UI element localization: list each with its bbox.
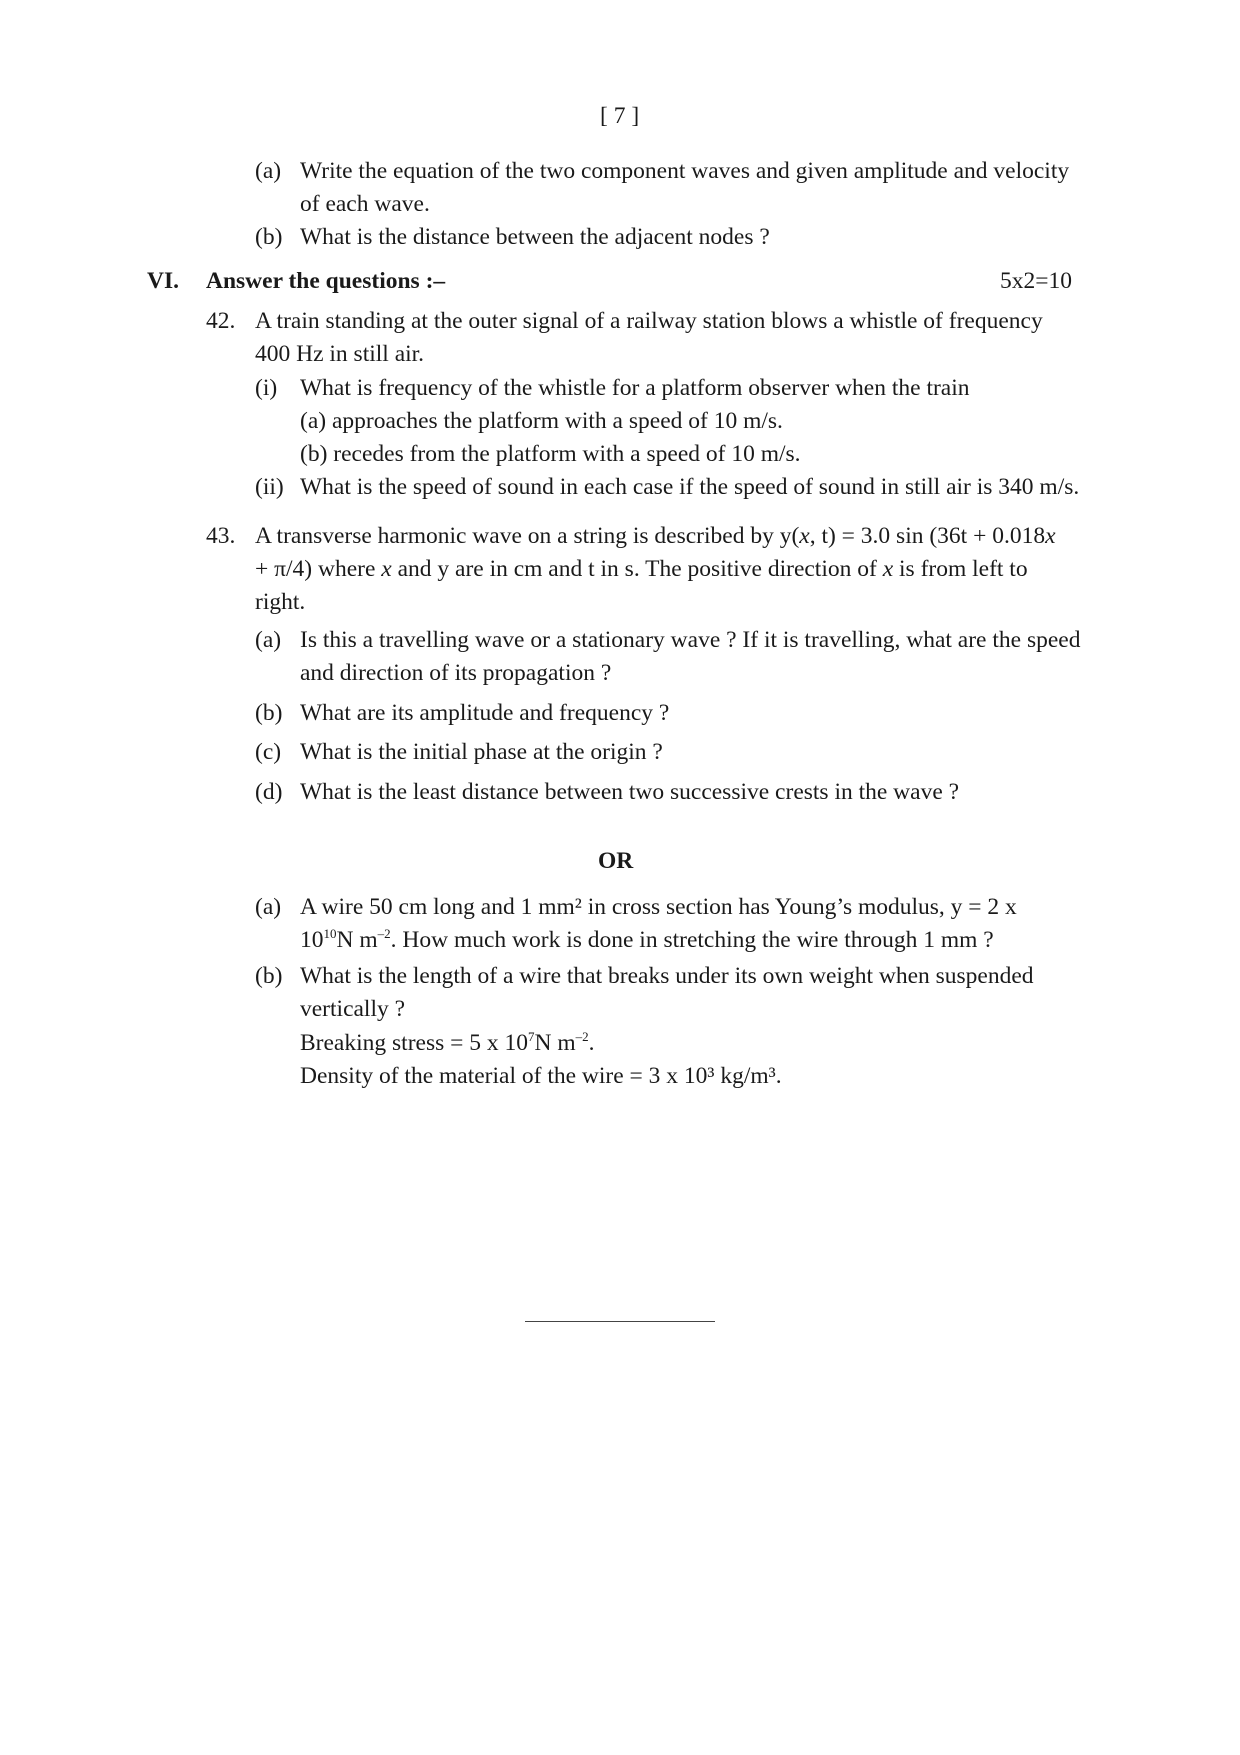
q43-b-text: What are its amplitude and frequency ?	[300, 700, 670, 726]
q43-line2: + π/4) where x and y are in cm and t in s. The positive direction of x is from left to	[255, 556, 1028, 582]
section-numeral: VI.	[147, 268, 179, 294]
q43-number: 43.	[206, 523, 236, 549]
q43-a-line2: and direction of its propagation ?	[300, 660, 612, 686]
prev-a-line2: of each wave.	[300, 191, 430, 217]
q42-i-label: (i)	[255, 375, 278, 401]
q43-a-label: (a)	[255, 627, 282, 653]
q42-ii-text: What is the speed of sound in each case if the speed of sound in still air is 340 m/s.	[300, 474, 1080, 500]
q43-b-label: (b)	[255, 700, 283, 726]
q43-d-label: (d)	[255, 779, 283, 805]
q42-i-a: (a) approaches the platform with a speed of 10 m/s.	[300, 408, 783, 434]
alt-b-line4: Density of the material of the wire = 3 x 10³ kg/m³.	[300, 1063, 782, 1089]
q43-c-label: (c)	[255, 739, 282, 765]
alt-b-line3: Breaking stress = 5 x $10^7N$ $m^{-2}$.	[300, 1029, 595, 1056]
section-marks: 5x2=10	[1000, 268, 1073, 294]
prev-b-text: What is the distance between the adjacent nodes ?	[300, 224, 770, 250]
q42-i-b: (b) recedes from the platform with a speed of 10 m/s.	[300, 441, 801, 467]
q42-ii-label: (ii)	[255, 474, 284, 500]
alt-a-line1: A wire 50 cm long and 1 mm² in cross section has Young’s modulus, y = 2 x	[300, 894, 1017, 920]
alt-a-line2: $10^{10}N$ $m^{-2}$. How much work is done in stretching the wire through 1 mm ?	[300, 926, 994, 953]
or-divider: OR	[598, 848, 634, 874]
alt-b-line1: What is the length of a wire that breaks under its own weight when suspended	[300, 963, 1034, 989]
q43-c-text: What is the initial phase at the origin ?	[300, 739, 663, 765]
prev-a-line1: Write the equation of the two component waves and given amplitude and velocity	[300, 158, 1070, 184]
prev-a-label: (a)	[255, 158, 282, 184]
q43-a-line1: Is this a travelling wave or a stationary wave ? If it is travelling, what are the speed	[300, 627, 1081, 653]
prev-b-label: (b)	[255, 224, 283, 250]
q42-line2: 400 Hz in still air.	[255, 341, 425, 367]
q42-line1: A train standing at the outer signal of a railway station blows a whistle of frequency	[255, 308, 1043, 334]
section-title: Answer the questions :–	[206, 268, 446, 294]
q43-d-text: What is the least distance between two successive crests in the wave ?	[300, 779, 960, 805]
q43-line3: right.	[255, 589, 306, 615]
alt-a-label: (a)	[255, 894, 282, 920]
alt-b-label: (b)	[255, 963, 283, 989]
q42-number: 42.	[206, 308, 236, 334]
page-number: [ 7 ]	[600, 103, 640, 129]
alt-b-line2: vertically ?	[300, 996, 406, 1022]
end-rule	[525, 1321, 715, 1322]
q43-line1: A transverse harmonic wave on a string is described by y(x, t) = 3.0 sin (36t + 0.018x	[255, 523, 1056, 549]
q42-i-text: What is frequency of the whistle for a platform observer when the train	[300, 375, 970, 401]
